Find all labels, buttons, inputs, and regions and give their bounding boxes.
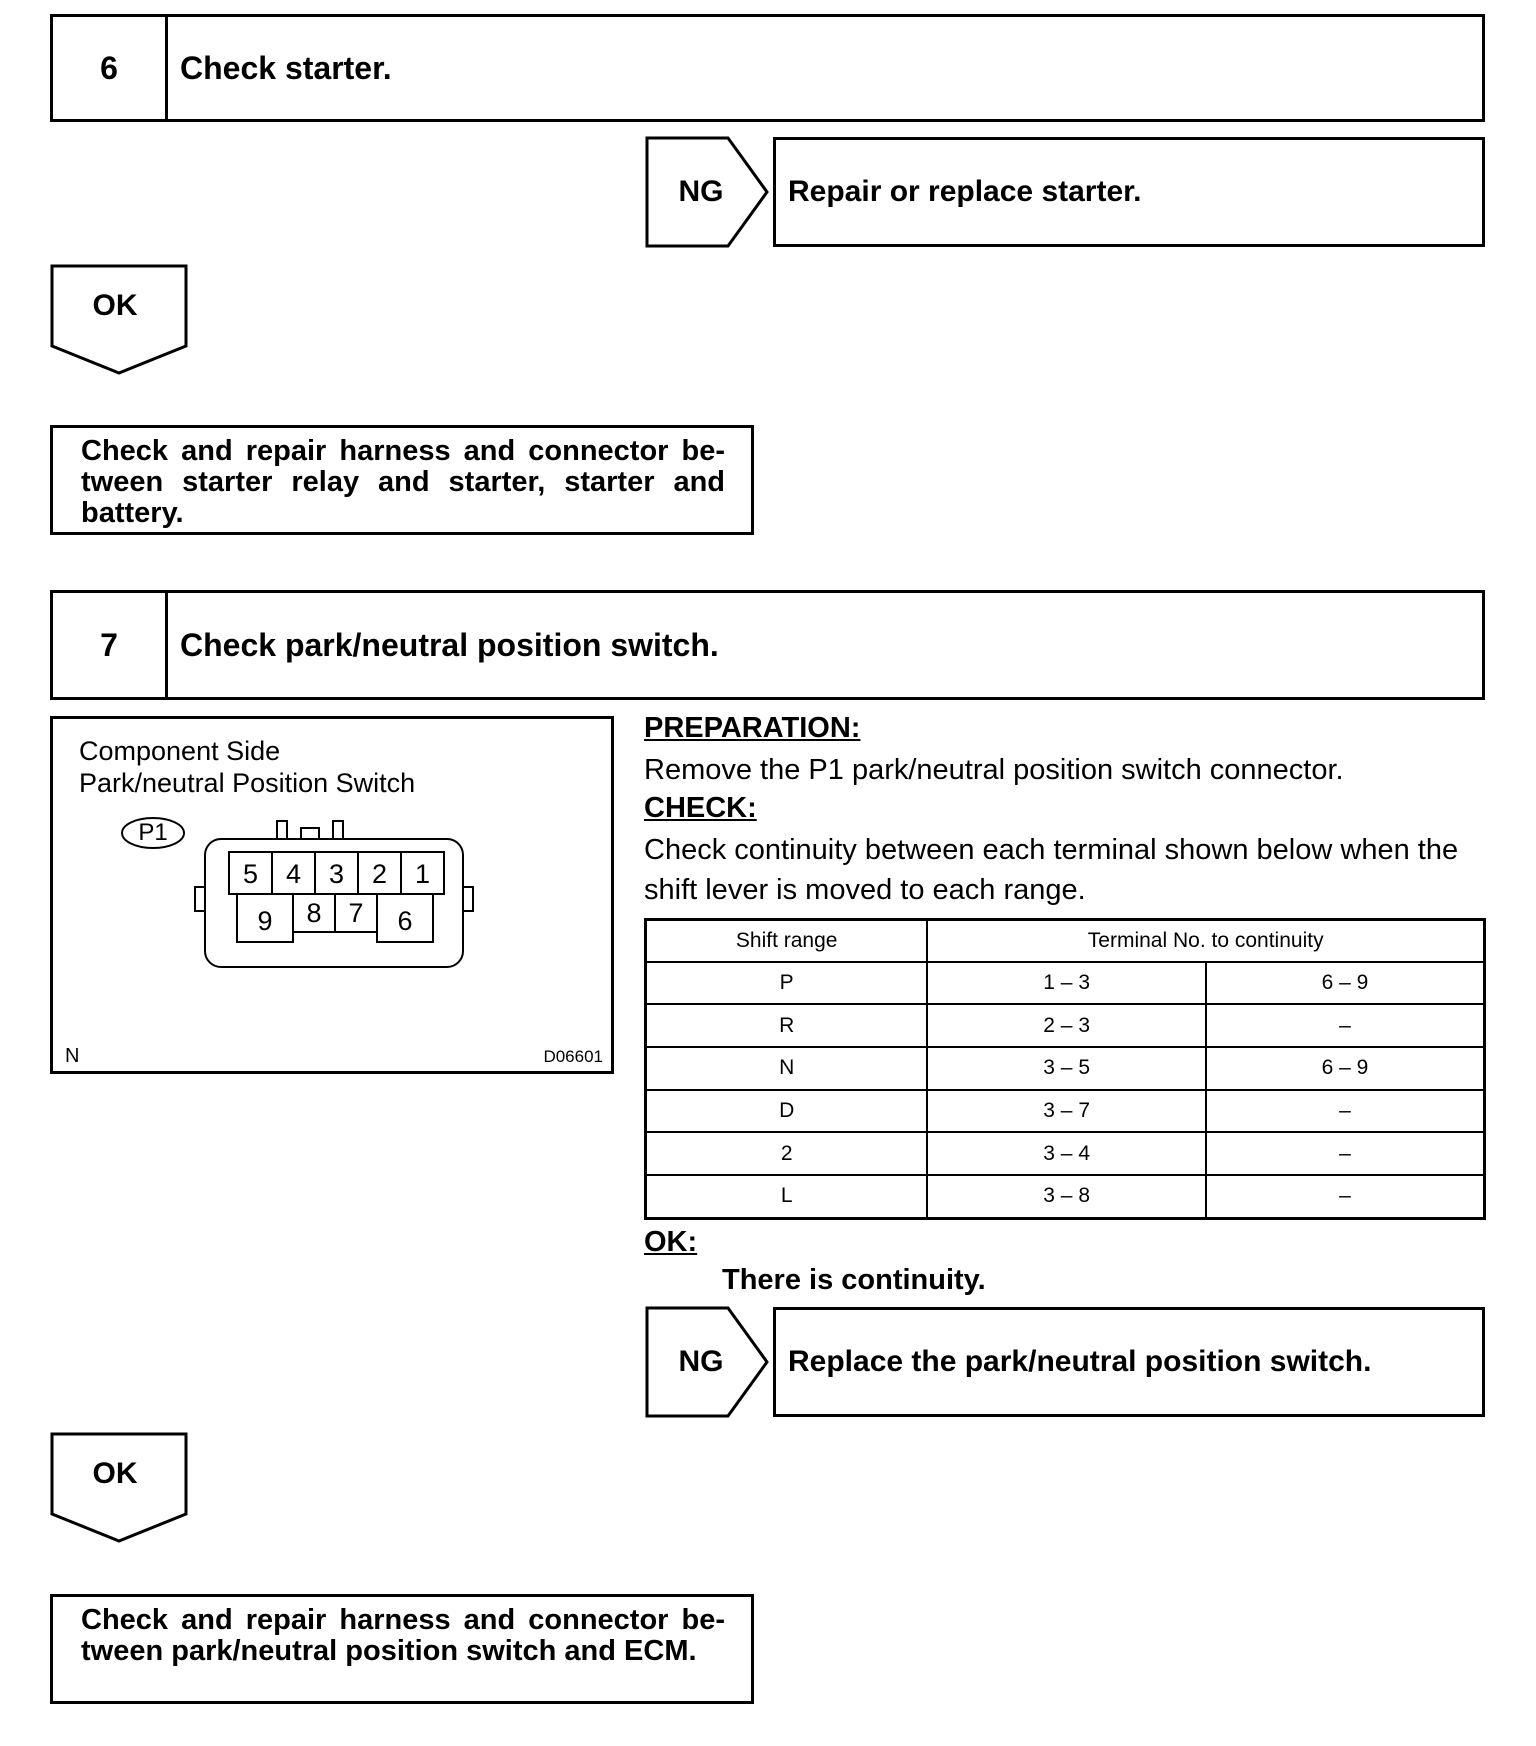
connector-id-label: P1	[138, 819, 168, 846]
step-7-header	[50, 590, 1485, 700]
pin-5-label: 5	[242, 858, 259, 889]
check-heading: CHECK:	[644, 792, 757, 824]
step-6-ng-result: Repair or replace starter.	[773, 137, 1485, 247]
table-cell-range: L	[646, 1175, 928, 1219]
step-7-ok-result: Check and repair harness and connector be- tween park/neutral position switch and ECM.	[50, 1594, 754, 1704]
table-header-row	[646, 920, 1485, 962]
pin-2-label: 2	[371, 858, 388, 889]
table-cell-terminal-2: –	[1206, 1004, 1485, 1047]
ok-heading: OK:	[644, 1226, 698, 1258]
table-cell-range: N	[646, 1047, 928, 1090]
table-row	[646, 1175, 1485, 1219]
pin-7-label: 7	[348, 897, 364, 928]
table-row	[646, 1004, 1485, 1047]
step-6-number: 6	[53, 17, 168, 119]
table-cell-range: R	[646, 1004, 928, 1047]
step-6-header	[50, 14, 1485, 122]
pin-4-label: 4	[285, 858, 302, 889]
step-6-ok-result: Check and repair harness and connector be- tween starter relay and starter, starter and battery.	[50, 425, 754, 535]
figure-caption-line2: Park/neutral Position Switch	[79, 768, 416, 798]
table-cell-terminal-2: –	[1206, 1175, 1485, 1219]
pin-1-label: 1	[414, 858, 431, 889]
table-cell-terminal-2: 6 – 9	[1206, 962, 1485, 1005]
continuity-table-wrapper	[644, 918, 1486, 1220]
check-text: Check continuity between each terminal shown below when the shift lever is moved to each range.	[644, 834, 1459, 906]
step-7-ok-label: OK	[92, 1457, 138, 1490]
figure-caption-line1: Component Side	[79, 736, 281, 766]
table-cell-terminal-2: –	[1206, 1090, 1485, 1133]
table-cell-terminal-1: 3 – 8	[927, 1175, 1206, 1219]
step-6-ng-label: NG	[678, 175, 724, 208]
table-cell-terminal-1: 3 – 5	[927, 1047, 1206, 1090]
step-7-ng-result: Replace the park/neutral position switch.	[773, 1307, 1485, 1417]
step-6-title: Check starter.	[180, 49, 392, 86]
pin-9-label: 9	[257, 905, 273, 936]
table-header-shift-range: Shift range	[646, 920, 928, 962]
pin-8-label: 8	[306, 897, 322, 928]
table-row	[646, 1132, 1485, 1175]
step-6-ok-label: OK	[92, 289, 138, 322]
table-cell-terminal-1: 3 – 4	[927, 1132, 1206, 1175]
table-cell-range: 2	[646, 1132, 928, 1175]
table-cell-terminal-1: 3 – 7	[927, 1090, 1206, 1133]
table-cell-terminal-2: –	[1206, 1132, 1485, 1175]
table-header-terminal: Terminal No. to continuity	[927, 920, 1484, 962]
continuity-table	[644, 918, 1486, 1220]
table-row	[646, 1090, 1485, 1133]
step-7-ng-label: NG	[678, 1345, 724, 1378]
table-row	[646, 962, 1485, 1005]
table-cell-terminal-1: 1 – 3	[927, 962, 1206, 1005]
preparation-text: Remove the P1 park/neutral position switch connector.	[644, 754, 1344, 786]
table-cell-range: D	[646, 1090, 928, 1133]
pin-3-label: 3	[328, 858, 345, 889]
table-cell-range: P	[646, 962, 928, 1005]
table-cell-terminal-2: 6 – 9	[1206, 1047, 1485, 1090]
table-row	[646, 1047, 1485, 1090]
ok-criteria-text: There is continuity.	[722, 1264, 986, 1296]
step-7-number: 7	[53, 593, 168, 697]
pin-6-label: 6	[397, 905, 413, 936]
preparation-heading: PREPARATION:	[644, 712, 861, 744]
connector-figure	[50, 716, 614, 1074]
figure-code: D06601	[543, 1047, 603, 1066]
table-cell-terminal-1: 2 – 3	[927, 1004, 1206, 1047]
step-7-title: Check park/neutral position switch.	[180, 626, 719, 663]
figure-corner-left: N	[65, 1045, 80, 1067]
